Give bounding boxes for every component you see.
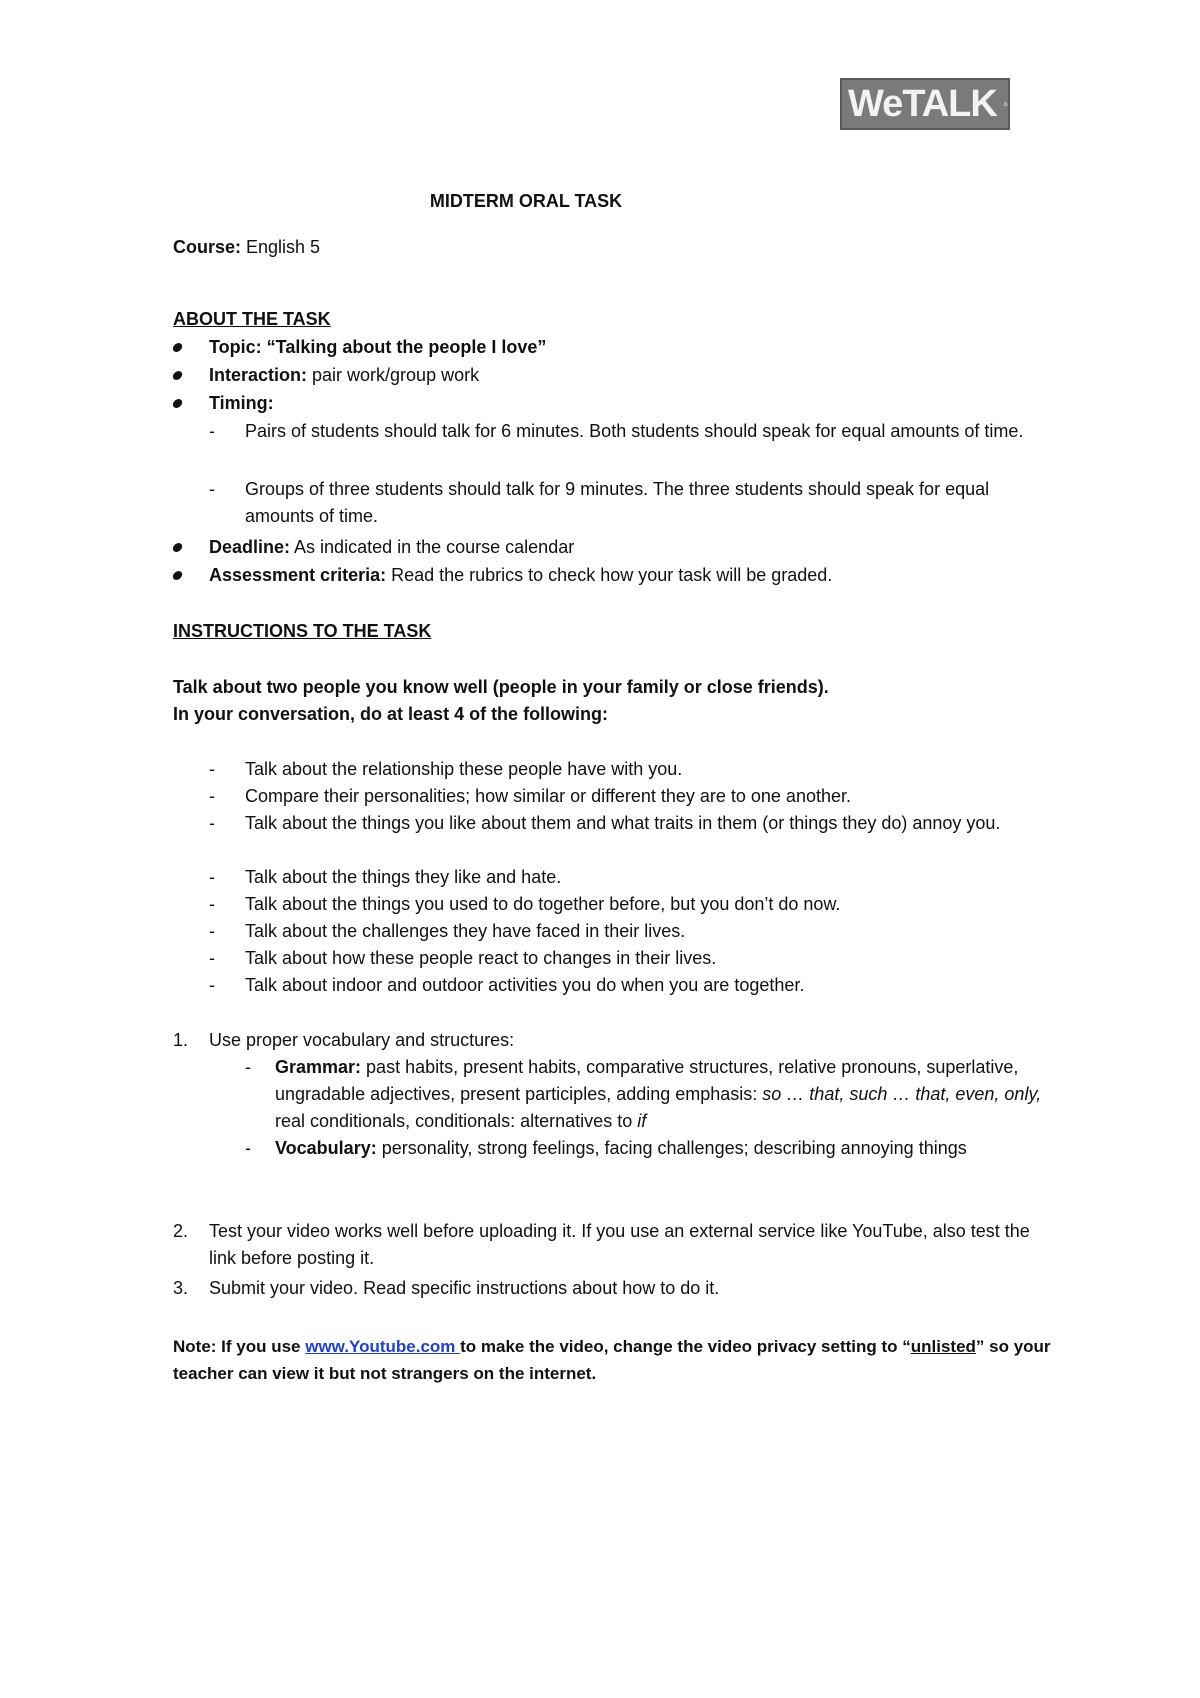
- dash-marker: -: [209, 421, 215, 441]
- grammar-text-block: [275, 1054, 1045, 1135]
- assessment-value: Read the rubrics to check how your task will be graded.: [386, 565, 833, 585]
- instruction-item-text: Compare their personalities; how similar or different they are to one another.: [245, 786, 851, 806]
- bullet-icon: [172, 543, 183, 552]
- topic-text: Topic: “Talking about the people I love”: [209, 337, 547, 357]
- logo-swirl-icon: [1003, 91, 1008, 117]
- dash-marker: -: [209, 479, 215, 499]
- step-text: Submit your video. Read specific instructions about how to do it.: [209, 1278, 720, 1298]
- course-value: English 5: [241, 237, 321, 257]
- logo-text: WeTALK: [848, 83, 997, 125]
- dash-marker: -: [209, 813, 215, 833]
- grammar-italic-1: so … that, such … that, even, only,: [762, 1084, 1042, 1104]
- dash-marker: -: [209, 894, 215, 914]
- wetalk-logo: [840, 78, 1010, 130]
- grammar-italic-2: if: [637, 1111, 647, 1131]
- instructions-intro-2: In your conversation, do at least 4 of the following:: [173, 704, 609, 724]
- bullet-icon: [172, 343, 183, 352]
- instruction-item-text: Talk about how these people react to changes in their lives.: [245, 948, 717, 968]
- note-pre: Note: If you use: [173, 1337, 306, 1356]
- instruction-item-text: Talk about the things you like about them and what traits in them (or things they do) annoy you.: [245, 813, 1001, 833]
- step-number: 2.: [173, 1221, 189, 1241]
- timing-label: Timing:: [209, 393, 274, 413]
- grammar-text-2: real conditionals, conditionals: alternatives to: [275, 1111, 638, 1131]
- page-title: MIDTERM ORAL TASK: [429, 191, 623, 211]
- interaction-label: Interaction:: [209, 365, 308, 385]
- dash-marker: -: [209, 948, 215, 968]
- dash-marker: -: [209, 759, 215, 779]
- instruction-item-text: Talk about the things they like and hate.: [245, 867, 562, 887]
- vocabulary-text-block: [275, 1135, 1045, 1162]
- bullet-icon: [172, 399, 183, 408]
- bullet-icon: [172, 571, 183, 580]
- step-text: Use proper vocabulary and structures:: [209, 1030, 515, 1050]
- instruction-item-text: Talk about the challenges they have faced in their lives.: [245, 921, 686, 941]
- dash-marker: -: [209, 786, 215, 806]
- vocabulary-text: personality, strong feelings, facing challenges; describing annoying things: [376, 1138, 967, 1158]
- course-label: Course:: [173, 237, 242, 257]
- bullet-icon: [172, 371, 183, 380]
- note-unlisted: unlisted: [910, 1337, 976, 1356]
- note-post: ” so your teacher can view it but not strangers on the internet.: [173, 1337, 1051, 1383]
- instruction-item-text: Talk about the things you used to do together before, but you don’t do now.: [245, 894, 841, 914]
- assessment-label: Assessment criteria:: [209, 565, 387, 585]
- dash-marker: -: [245, 1057, 251, 1077]
- dash-marker: -: [209, 867, 215, 887]
- instructions-intro-1: Talk about two people you know well (people in your family or close friends).: [173, 677, 829, 697]
- interaction-value: pair work/group work: [307, 365, 480, 385]
- privacy-note: [173, 1333, 1053, 1387]
- grammar-label: Grammar:: [275, 1057, 362, 1077]
- timing-item-text: Groups of three students should talk for 9 minutes. The three students should speak for equal amounts of time.: [245, 479, 990, 526]
- instruction-item-text: Talk about the relationship these people have with you.: [245, 759, 683, 779]
- step-text: Test your video works well before uploading it. If you use an external service like YouTube, also test the link before posting it.: [209, 1221, 1030, 1268]
- about-heading: ABOUT THE TASK: [173, 309, 331, 329]
- dash-marker: -: [209, 975, 215, 995]
- dash-marker: -: [245, 1138, 251, 1158]
- vocabulary-label: Vocabulary:: [275, 1138, 377, 1158]
- step-number: 1.: [173, 1030, 189, 1050]
- timing-item-text: Pairs of students should talk for 6 minutes. Both students should speak for equal amounts of time.: [245, 421, 1024, 441]
- youtube-link[interactable]: www.Youtube.com: [305, 1337, 461, 1356]
- instructions-heading: INSTRUCTIONS TO THE TASK: [173, 621, 432, 641]
- grammar-text: past habits, present habits, comparative structures, relative pronouns, superlative, ungradable adjectives, present participles, adding emphasis:: [275, 1057, 1019, 1104]
- dash-marker: -: [209, 921, 215, 941]
- deadline-label: Deadline:: [209, 537, 291, 557]
- step-number: 3.: [173, 1278, 189, 1298]
- course-line: [173, 234, 320, 261]
- note-mid: to make the video, change the video privacy setting to “: [460, 1337, 911, 1356]
- instruction-item-text: Talk about indoor and outdoor activities you do when you are together.: [245, 975, 805, 995]
- deadline-value: As indicated in the course calendar: [290, 537, 575, 557]
